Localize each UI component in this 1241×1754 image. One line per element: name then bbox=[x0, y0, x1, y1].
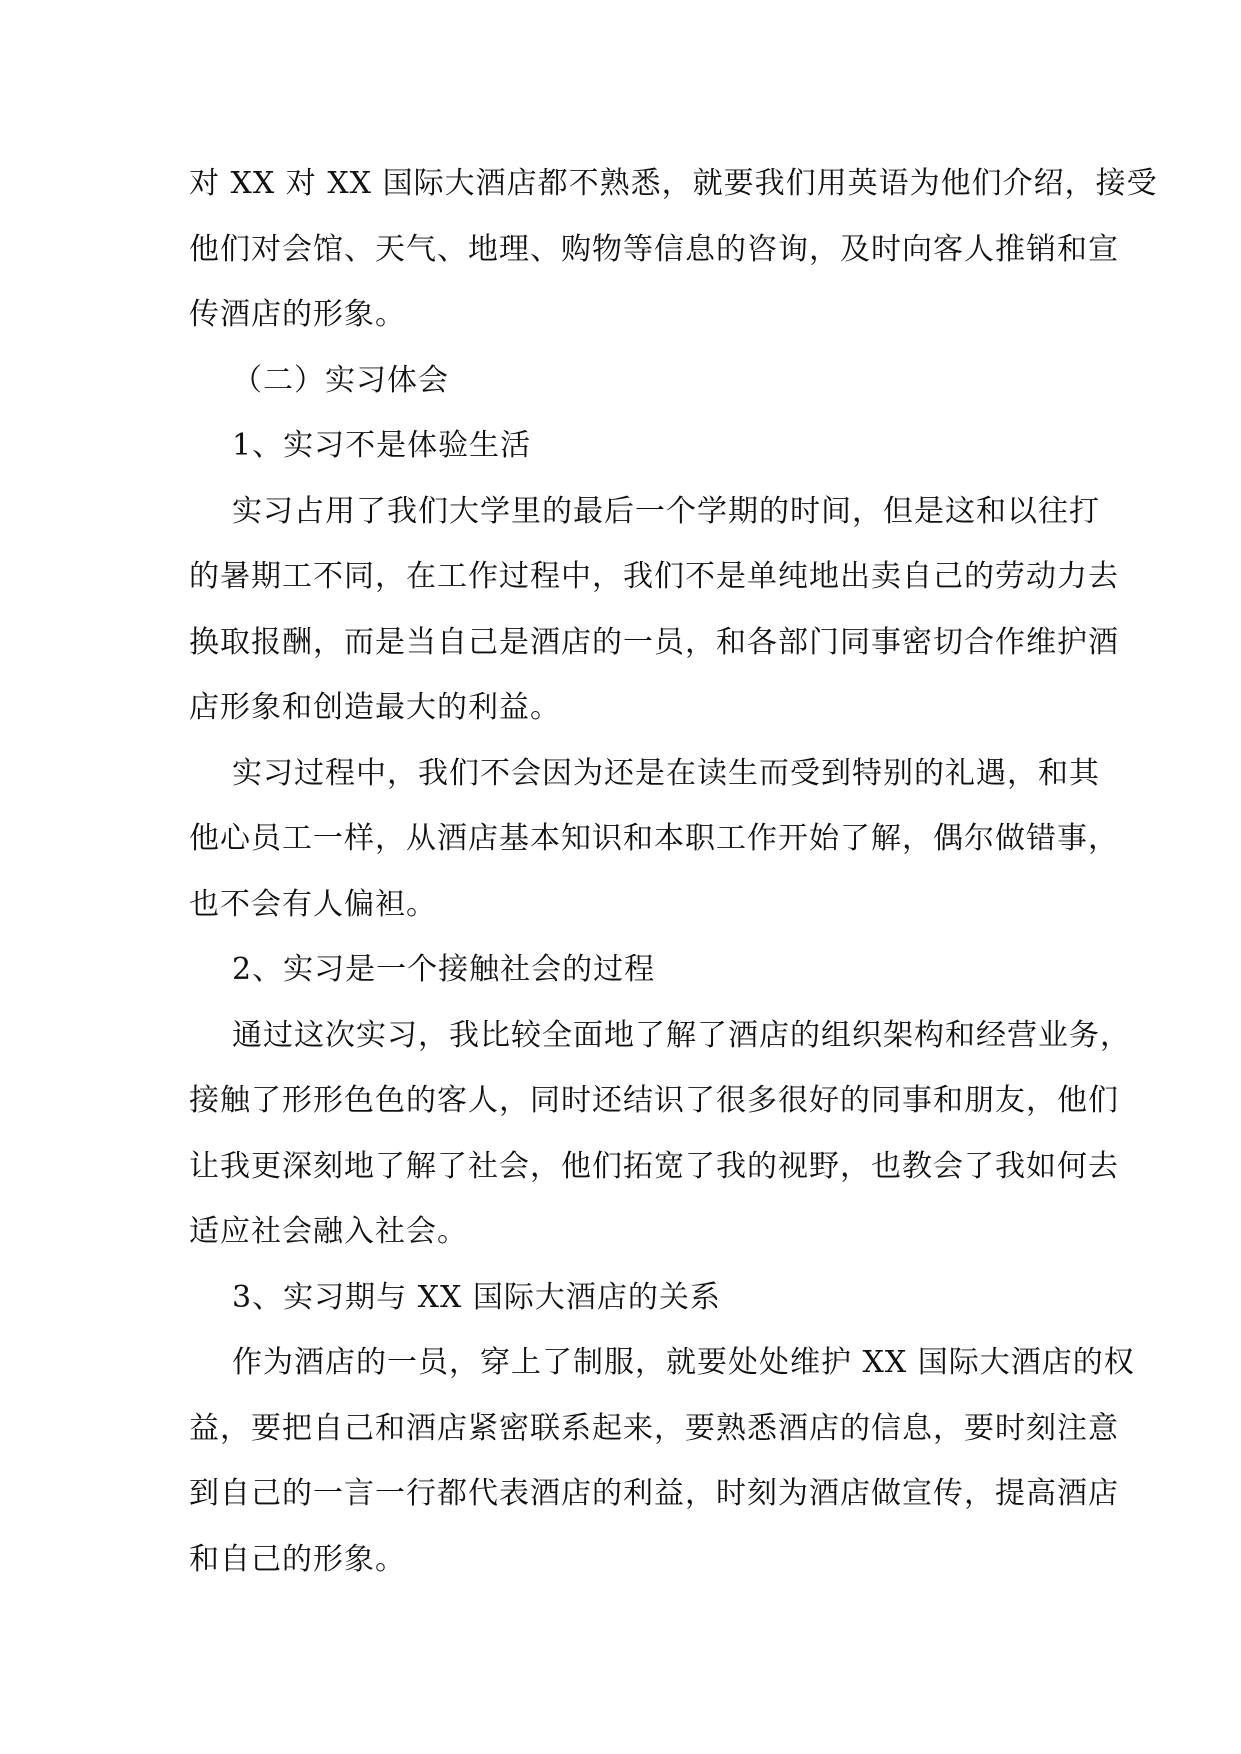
text-line: 传酒店的形象。 bbox=[189, 297, 406, 332]
paragraph bbox=[189, 1274, 1069, 1340]
text-line: 2、实习是一个接触社会的过程 bbox=[232, 952, 656, 987]
text-line: 益，要把自己和酒店紧密联系起来，要熟悉酒店的信息，要时刻注意 bbox=[189, 1410, 1119, 1446]
text-line: 1、实习不是体验生活 bbox=[232, 428, 532, 463]
paragraph bbox=[189, 1012, 1131, 1274]
text-line: 作为酒店的一员，穿上了制服，就要处处维护 XX 国际大酒店的权 bbox=[232, 1345, 1135, 1380]
text-line: 店形象和创造最大的利益。 bbox=[189, 690, 561, 725]
text-line: 实习过程中，我们不会因为还是在读生而受到特别的礼遇，和其 bbox=[232, 755, 1100, 791]
text-line: 通过这次实习，我比较全面地了解了酒店的组织架构和经营业务， bbox=[232, 1017, 1131, 1053]
text-line: 换取报酬，而是当自己是酒店的一员，和各部门同事密切合作维护酒 bbox=[189, 624, 1119, 660]
text-line: 的暑期工不同，在工作过程中，我们不是单纯地出卖自己的劳动力去 bbox=[189, 559, 1119, 594]
paragraph bbox=[189, 357, 1069, 423]
text-line: 他心员工一样，从酒店基本知识和本职工作开始了解，偶尔做错事， bbox=[189, 821, 1119, 856]
text-line: 实习占用了我们大学里的最后一个学期的时间，但是这和以往打 bbox=[232, 493, 1100, 529]
text-line: 3、实习期与 XX 国际大酒店的关系 bbox=[232, 1279, 721, 1315]
text-line: 到自己的一言一行都代表酒店的利益，时刻为酒店做宣传，提高酒店 bbox=[189, 1476, 1119, 1511]
paragraph bbox=[189, 750, 1119, 947]
text-line: 和自己的形象。 bbox=[189, 1541, 406, 1577]
paragraph bbox=[189, 488, 1119, 750]
text-line: 对 XX 对 XX 国际大酒店都不熟悉，就要我们用英语为他们介绍，接受 bbox=[189, 166, 1158, 201]
paragraph bbox=[189, 160, 1158, 357]
text-line: 适应社会融入社会。 bbox=[189, 1214, 468, 1249]
text-line: 让我更深刻地了解了社会，他们拓宽了我的视野，也教会了我如何去 bbox=[189, 1148, 1119, 1184]
text-line: 也不会有人偏袒。 bbox=[189, 886, 437, 922]
paragraph bbox=[189, 422, 1069, 488]
document-body bbox=[189, 160, 1158, 1601]
text-line: 他们对会馆、天气、地理、购物等信息的咨询，及时向客人推销和宣 bbox=[189, 231, 1119, 267]
text-line: （二）实习体会 bbox=[232, 362, 449, 398]
paragraph bbox=[189, 1339, 1135, 1601]
paragraph bbox=[189, 946, 1069, 1012]
text-line: 接触了形形色色的客人，同时还结识了很多很好的同事和朋友，他们 bbox=[189, 1083, 1119, 1118]
